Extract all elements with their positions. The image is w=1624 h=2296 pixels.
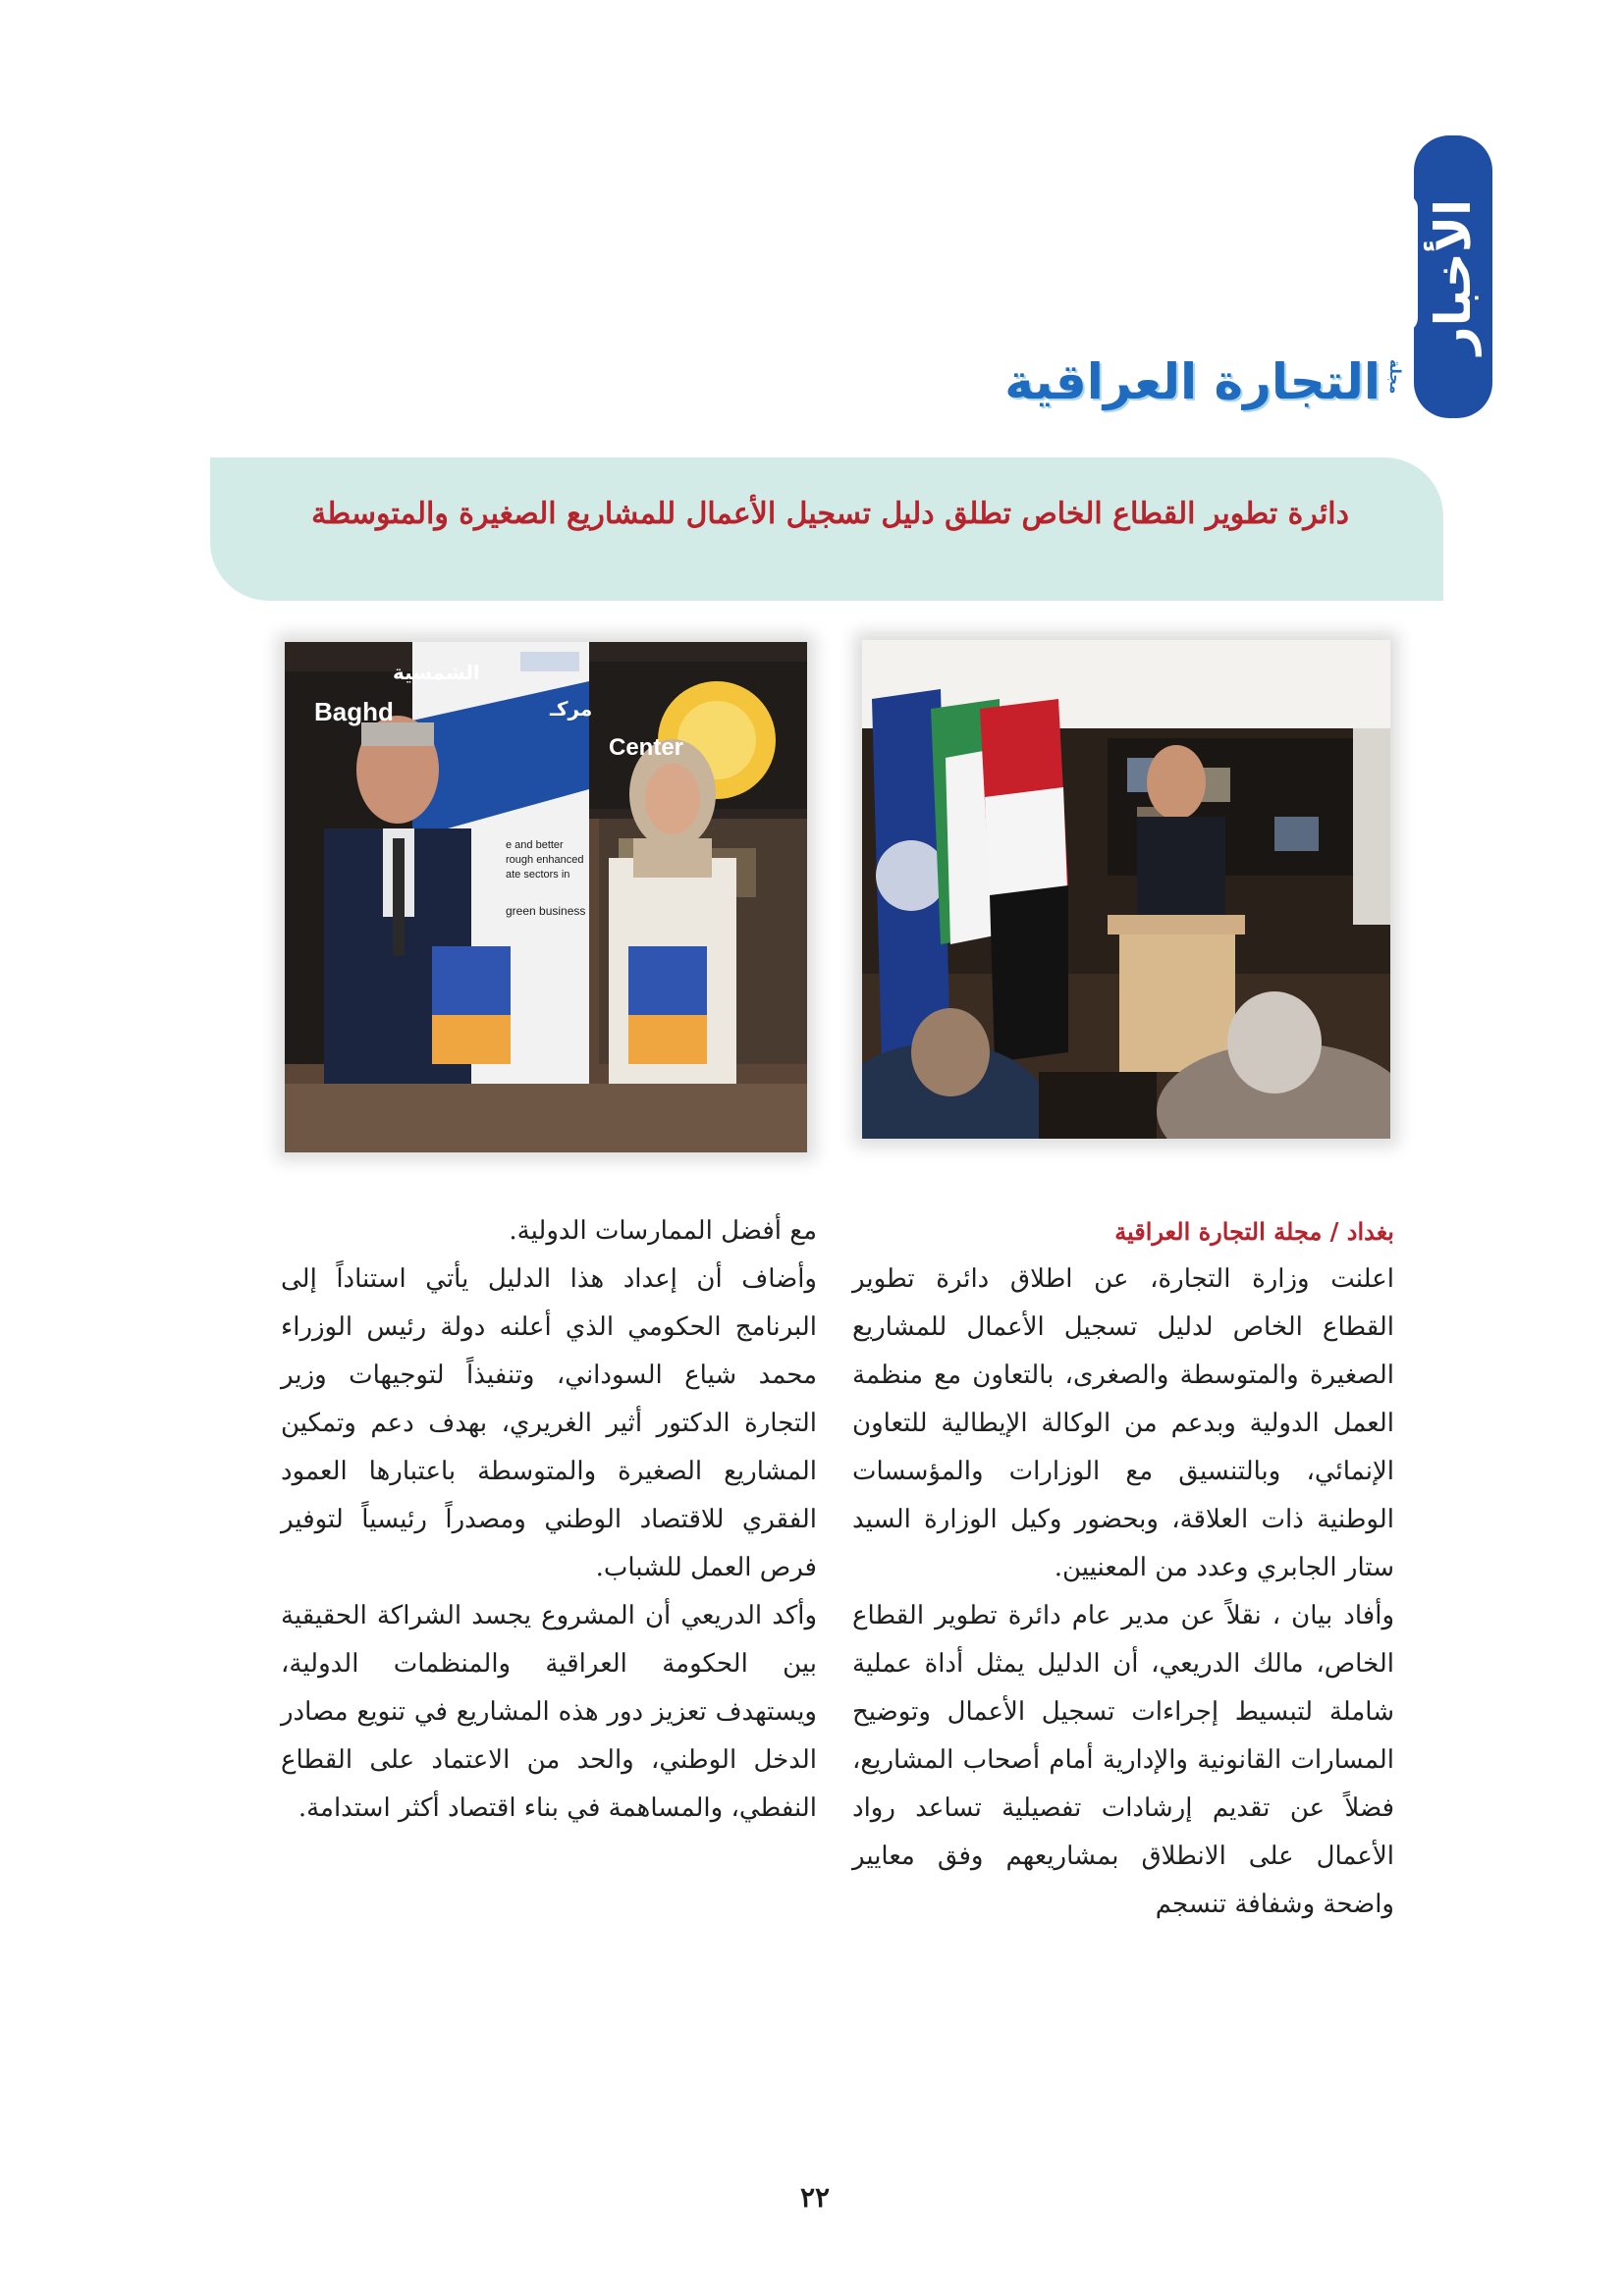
article-paragraph: اعلنت وزارة التجارة، عن اطلاق دائرة تطوير القطاع الخاص لدليل تسجيل الأعمال للمشاريع الصغيرة والمتوسطة والصغرى، بالتعاون مع منظمة العمل الدولية وبدعم من الوكالة الإيطالية للتعاون الإنمائي، وبالتنسيق مع الوزارات والمؤسسات الوطنية ذات العلاقة، وبحضور وكيل الوزارة السيد ستار الجابري وعدد من المعنيين. bbox=[852, 1264, 1394, 1582]
article-paragraph: مع أفضل الممارسات الدولية. bbox=[509, 1216, 817, 1246]
photo-banner-en: Baghd bbox=[314, 697, 394, 726]
logo-main-text: التجارة العراقية bbox=[1004, 353, 1380, 410]
tab-notch bbox=[1400, 194, 1418, 332]
photo-podium-image bbox=[862, 640, 1390, 1139]
article-paragraph: وأكد الدريعي أن المشروع يجسد الشراكة الحقيقية بين الحكومة العراقية والمنظمات الدولية، ويستهدف تعزيز دور هذه المشاريع في تنويع مصادر الدخل الوطني، والحد من الاعتماد على القطاع النفطي، والمساهمة في بناء اقتصاد أكثر استدامة. bbox=[281, 1601, 817, 1823]
headline-band bbox=[210, 457, 1443, 601]
article-byline: بغداد / مجلة التجارة العراقية bbox=[1114, 1217, 1394, 1246]
photo-banner-ar: الشمسية bbox=[393, 661, 480, 684]
section-tab bbox=[1414, 135, 1492, 418]
section-tab-label: الأخبار bbox=[1425, 198, 1482, 355]
logo-small-text: مجلة bbox=[1386, 359, 1404, 395]
article-paragraph: وأفاد بيان ، نقلاً عن مدير عام دائرة تطوير القطاع الخاص، مالك الدريعي، أن الدليل يمثل أداة عملية شاملة لتبسيط إجراءات تسجيل الأعمال وتوضيح المسارات القانونية والإدارية أمام أصحاب المشاريع، فضلاً عن تقديم إرشادات تفصيلية تساعد رواد الأعمال على الانطلاق بمشاريعهم وفق معايير واضحة وشفافة تنسجم bbox=[852, 1601, 1394, 1919]
photo-speaker-podium bbox=[862, 640, 1390, 1139]
photo-guide-launch-handover bbox=[285, 642, 807, 1152]
page-number: ٢٢ bbox=[799, 2181, 831, 2214]
article-column-left bbox=[281, 1207, 817, 1833]
article-paragraph: وأضاف أن إعداد هذا الدليل يأتي استناداً إلى البرنامج الحكومي الذي أعلنه دولة رئيس الوزراء محمد شياع السوداني، وتنفيذاً لتوجيهات وزير التجارة الدكتور أثير الغريري، بهدف دعم وتمكين المشاريع الصغيرة والمتوسطة باعتبارها العمود الفقري للاقتصاد الوطني ومصدراً رئيسياً لتوفير فرص العمل للشباب. bbox=[281, 1264, 817, 1582]
photo-rollup-line-2: rough enhanced bbox=[506, 854, 584, 866]
photo-rollup-line-4: green business bbox=[506, 904, 586, 918]
photo-banner-ar2: مركـ bbox=[550, 697, 593, 721]
photo-banner-en2: Center bbox=[609, 734, 684, 761]
photo-rollup-line-3: ate sectors in bbox=[506, 869, 570, 881]
photo-handover-image bbox=[285, 642, 807, 1152]
article-column-right bbox=[852, 1207, 1394, 1929]
photo-rollup-line-1: e and better bbox=[506, 839, 564, 851]
magazine-logo bbox=[1004, 353, 1404, 422]
article-headline: دائرة تطوير القطاع الخاص تطلق دليل تسجيل الأعمال للمشاريع الصغيرة والمتوسطة bbox=[311, 497, 1349, 531]
